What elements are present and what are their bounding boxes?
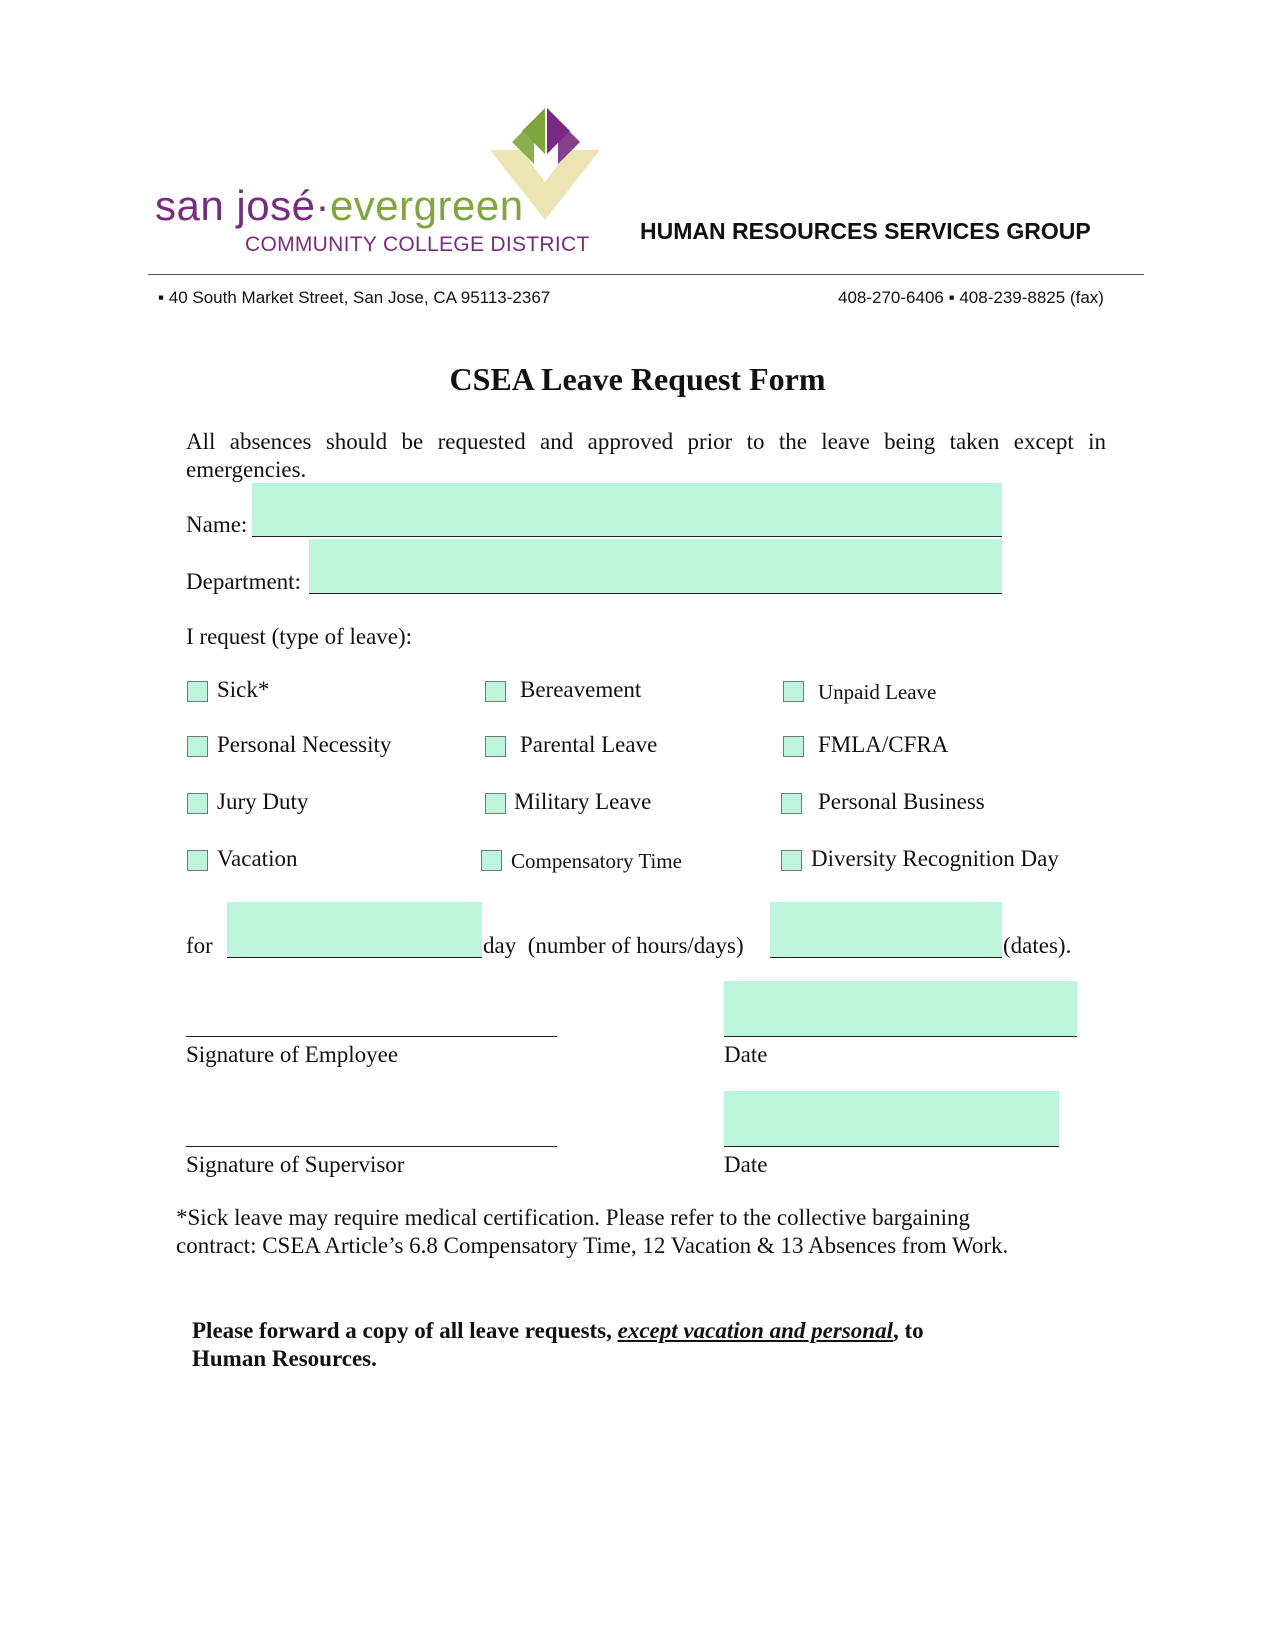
forward-line2: Human Resources. — [192, 1346, 377, 1371]
label-diversity-recognition-day: Diversity Recognition Day — [811, 846, 1059, 871]
label-jury-duty: Jury Duty — [217, 789, 309, 814]
logo-text-evergreen: evergreen — [329, 182, 524, 229]
checkbox-sick[interactable] — [187, 681, 208, 702]
supervisor-date-field[interactable] — [724, 1091, 1059, 1147]
form-title: CSEA Leave Request Form — [449, 361, 826, 397]
checkbox-personal-necessity[interactable] — [187, 736, 208, 757]
supervisor-signature-label: Signature of Supervisor — [186, 1152, 405, 1177]
phone-fax: 408-270-6406 ▪ 408-239-8825 (fax) — [838, 288, 1104, 307]
checkbox-bereavement[interactable] — [485, 681, 506, 702]
label-vacation: Vacation — [217, 846, 298, 871]
employee-date-label: Date — [724, 1042, 768, 1067]
employee-signature-line[interactable] — [186, 1000, 557, 1037]
checkbox-jury-duty[interactable] — [187, 793, 208, 814]
label-compensatory-time: Compensatory Time — [511, 849, 682, 873]
name-field[interactable] — [252, 483, 1002, 537]
forward-prefix: Please forward a copy of all leave requests, — [192, 1318, 618, 1343]
footnote-line1: *Sick leave may require medical certification. Please refer to the collective bargaining — [176, 1205, 971, 1230]
checkbox-military-leave[interactable] — [485, 793, 506, 814]
logo — [150, 100, 610, 260]
checkbox-fmla-cfra[interactable] — [783, 736, 804, 757]
day-label: day (number of hours/days) — [483, 933, 744, 958]
employee-date-field[interactable] — [724, 981, 1077, 1037]
supervisor-signature-line[interactable] — [186, 1110, 557, 1147]
for-label: for — [186, 933, 213, 958]
department-heading: HUMAN RESOURCES SERVICES GROUP — [640, 218, 1091, 244]
dates-label: (dates). — [1003, 933, 1072, 958]
logo-subtitle: COMMUNITY COLLEGE DISTRICT — [245, 233, 590, 256]
dates-field[interactable] — [770, 902, 1002, 958]
label-sick: Sick* — [217, 677, 270, 702]
footnote-line2: contract: CSEA Article’s 6.8 Compensatory Time, 12 Vacation & 13 Absences from Work. — [176, 1233, 1009, 1258]
employee-signature-label: Signature of Employee — [186, 1042, 399, 1067]
department-field[interactable] — [309, 539, 1002, 594]
label-personal-necessity: Personal Necessity — [217, 732, 392, 757]
logo-text-sanjose: san josé — [155, 182, 316, 229]
forward-suffix: , to — [892, 1318, 924, 1343]
checkbox-unpaid-leave[interactable] — [783, 681, 804, 702]
checkbox-diversity-recognition-day[interactable] — [781, 850, 802, 871]
checkbox-compensatory-time[interactable] — [481, 850, 502, 871]
request-label: I request (type of leave): — [186, 624, 413, 649]
logo-dot: · — [315, 182, 330, 229]
label-parental-leave: Parental Leave — [520, 732, 658, 757]
forward-emphasis: except vacation and personal — [617, 1318, 893, 1343]
header-divider — [148, 274, 1144, 275]
label-personal-business: Personal Business — [818, 789, 985, 814]
forward-instruction — [192, 1318, 924, 1344]
label-fmla-cfra: FMLA/CFRA — [818, 732, 949, 757]
address: ▪ 40 South Market Street, San Jose, CA 95113-2367 — [158, 288, 551, 307]
name-label: Name: — [186, 512, 248, 537]
label-unpaid-leave: Unpaid Leave — [818, 680, 937, 704]
supervisor-date-label: Date — [724, 1152, 768, 1177]
hours-days-field[interactable] — [227, 902, 482, 958]
checkbox-vacation[interactable] — [187, 850, 208, 871]
label-bereavement: Bereavement — [520, 677, 642, 702]
checkbox-personal-business[interactable] — [781, 793, 802, 814]
department-label: Department: — [186, 569, 301, 594]
label-military-leave: Military Leave — [514, 789, 652, 814]
checkbox-parental-leave[interactable] — [485, 736, 506, 757]
intro-text: All absences should be requested and approved prior to the leave being taken except in emergencies. — [186, 429, 1106, 482]
